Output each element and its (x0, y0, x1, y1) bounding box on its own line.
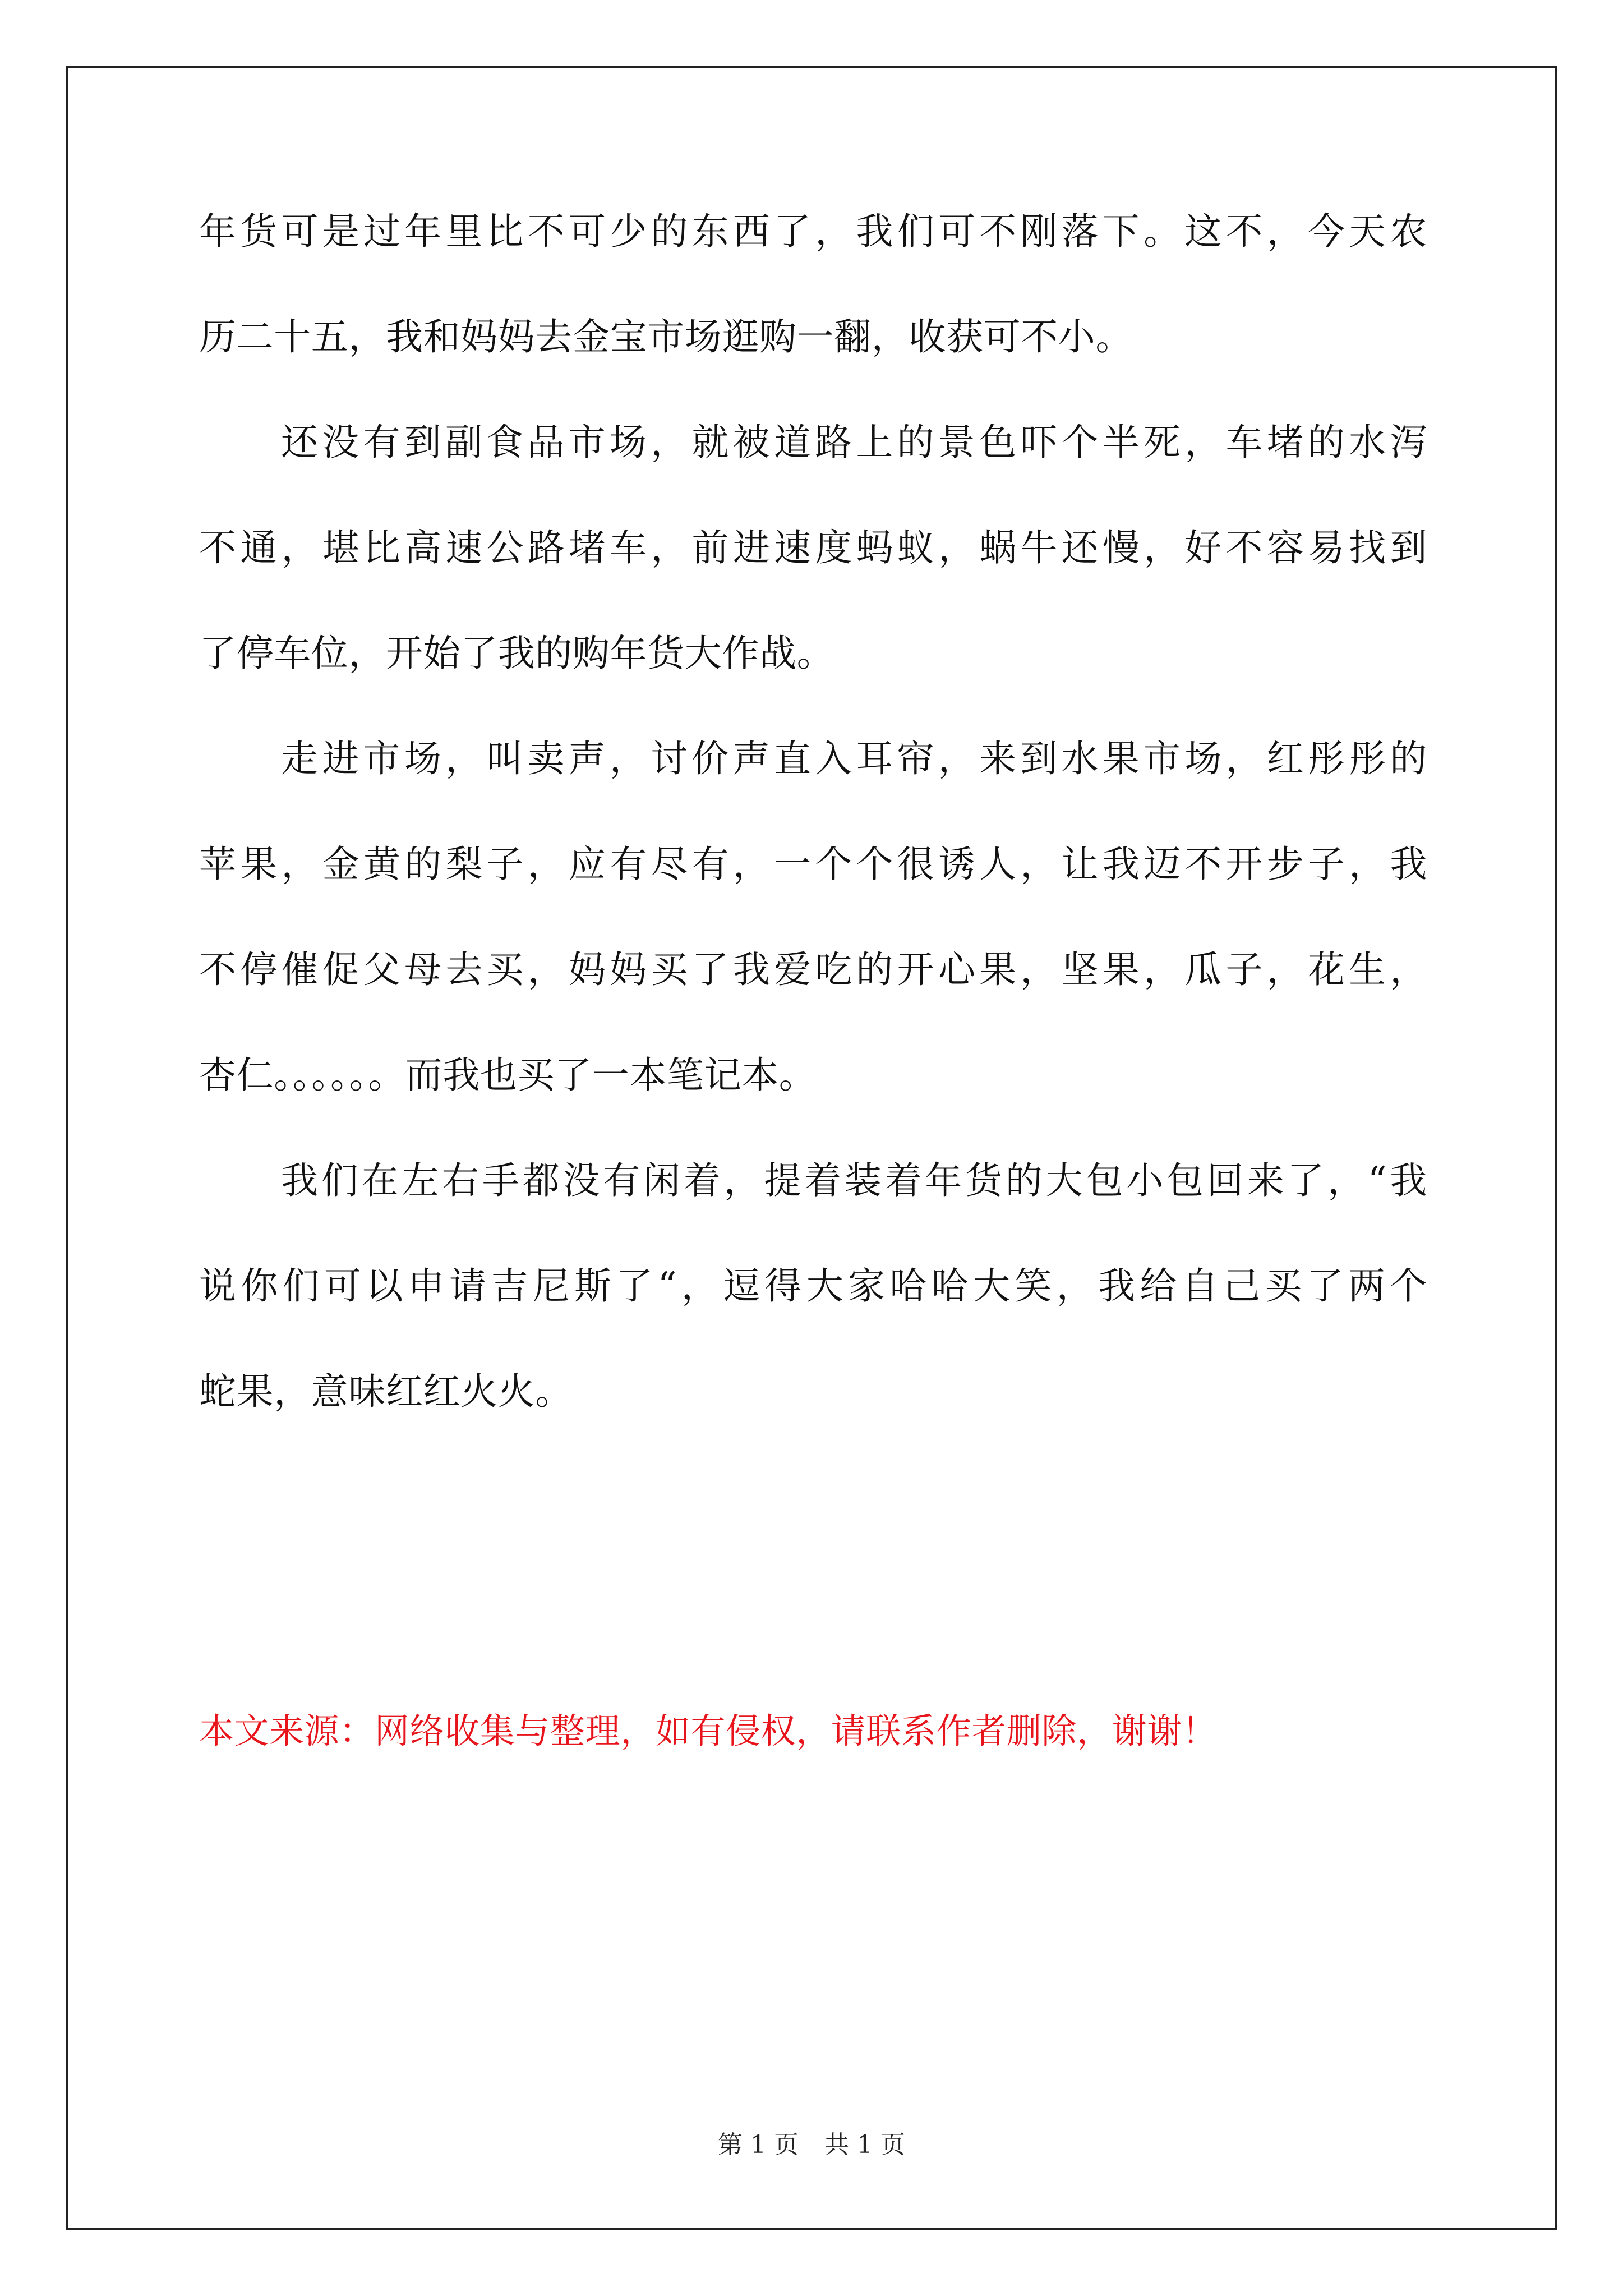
source-note: 本文来源：网络收集与整理，如有侵权，请联系作者删除，谢谢！ (199, 1710, 1218, 1751)
paragraph-4 (199, 1159, 1427, 1413)
text-line: 还没有到副食品市场，就被道路上的景色吓个半死，车堵的水泻 (281, 421, 1427, 464)
paragraph-2 (199, 421, 1427, 675)
text-line: 苹果，金黄的梨子，应有尽有，一个个很诱人，让我迈不开步子，我 (199, 843, 1427, 886)
paragraph-1 (199, 210, 1427, 358)
text-line: 不停催促父母去买，妈妈买了我爱吃的开心果，坚果，瓜子，花生， (199, 948, 1427, 991)
page-number-total: 共 1 页 (824, 2131, 905, 2159)
page-number-current: 第 1 页 (718, 2131, 799, 2159)
text-line: 了停车位，开始了我的购年货大作战。 (199, 632, 834, 675)
text-line: 走进市场，叫卖声，讨价声直入耳帘，来到水果市场，红彤彤的 (281, 737, 1427, 780)
text-line: 杏仁。。。。。。而我也买了一本笔记本。 (199, 1053, 817, 1097)
text-line: 历二十五，我和妈妈去金宝市场逛购一翻，收获可不小。 (199, 315, 1133, 358)
paragraph-3 (199, 737, 1427, 1097)
text-line: 蛇果，意味红红火火。 (199, 1370, 573, 1413)
page-footer (0, 2133, 1623, 2157)
text-line: 不通，堪比高速公路堵车，前进速度蚂蚁，蜗牛还慢，好不容易找到 (199, 526, 1427, 569)
text-line: 说你们可以申请吉尼斯了“，逗得大家哈哈大笑，我给自己买了两个 (199, 1264, 1427, 1308)
text-line: 年货可是过年里比不可少的东西了，我们可不刚落下。这不，今天农 (199, 210, 1427, 253)
text-line: 我们在左右手都没有闲着，提着装着年货的大包小包回来了，“我 (281, 1159, 1427, 1202)
document-body (199, 210, 1427, 1413)
